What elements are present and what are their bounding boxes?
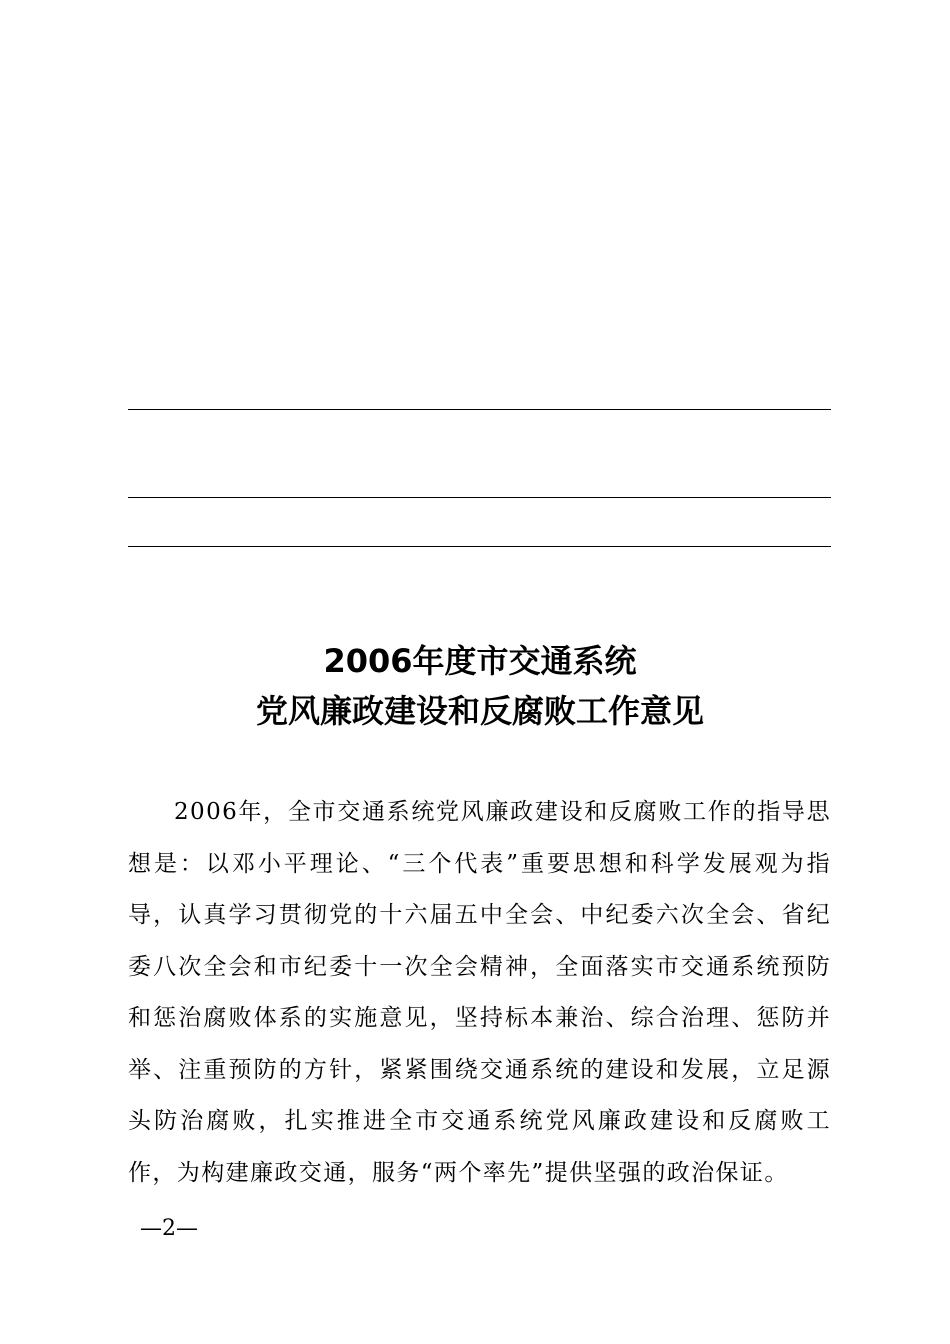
- header-rule-bottom: [128, 546, 831, 547]
- document-title-line-2: 党风廉政建设和反腐败工作意见: [255, 692, 704, 730]
- page-number: —2—: [140, 1216, 198, 1241]
- header-rule-middle: [128, 497, 831, 498]
- header-rule-top: [128, 409, 831, 410]
- body-paragraph: 2006年，全市交通系统党风廉政建设和反腐败工作的指导思想是：以邓小平理论、“三个代表”重要思想和科学发展观为指导，认真学习贯彻党的十六届五中全会、中纪委六次全会、省纪委八次全会和市纪委十一次全会精神，全面落实市交通系统预防和惩治腐败体系的实施意见，坚持标本兼治、综合治理、惩防并举、注重预防的方针，紧紧围绕交通系统的建设和发展，立足源头防治腐败，扎实推进全市交通系统党风廉政建设和反腐败工作，为构建廉政交通，服务“两个率先”提供坚强的政治保证。: [128, 799, 831, 1186]
- document-title-line-1: 2006年度市交通系统: [323, 642, 637, 680]
